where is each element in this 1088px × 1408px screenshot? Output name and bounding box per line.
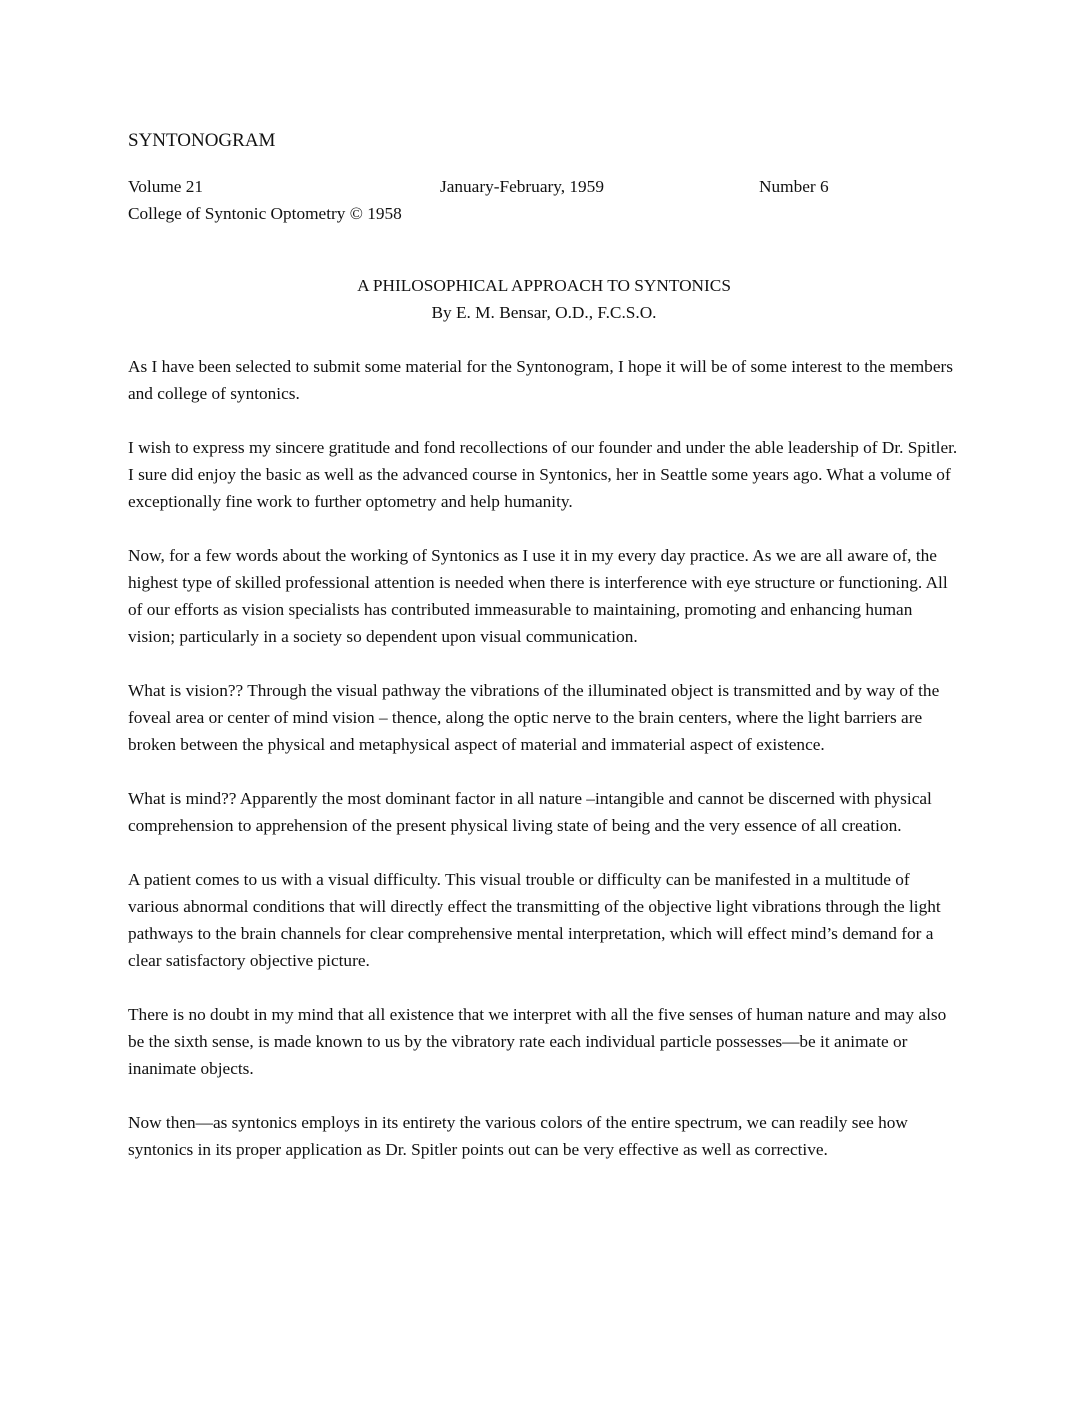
paragraph: There is no doubt in my mind that all existence that we interpret with all the five senses of human nature and may also be the sixth sense, is made known to us by the vibratory rate each individual particle possesses—be it animate or inanimate objects. — [128, 1005, 947, 1078]
paragraph: What is vision?? Through the visual pathway the vibrations of the illuminated object is transmitted and by way of the foveal area or center of mind vision – thence, along the optic nerve to the brain centers, where the light barriers are broken between the physical and metaphysical aspect of material and immaterial aspect of existence. — [128, 681, 940, 754]
paragraph: Now, for a few words about the working of Syntonics as I use it in my every day practice. As we are all aware of, the highest type of skilled professional attention is needed when there is interference with eye structure or functioning. All of our efforts as vision specialists has contributed immeasurable to maintaining, promoting and enhancing human vision; particularly in a society so dependent upon visual communication. — [128, 546, 948, 646]
paragraph: What is mind?? Apparently the most dominant factor in all nature –intangible and cannot be discerned with physical comprehension to apprehension of the present physical living state of being and the very essence of all creation. — [128, 789, 932, 835]
issue-number: Number 6 — [759, 177, 829, 196]
article-byline: By E. M. Bensar, O.D., F.C.S.O. — [431, 303, 657, 322]
copyright-line: College of Syntonic Optometry © 1958 — [128, 204, 402, 223]
volume-label: Volume 21 — [128, 177, 204, 196]
paragraph: A patient comes to us with a visual difficulty. This visual trouble or difficulty can be manifested in a multitude of various abnormal conditions that will directly effect the transmitting of the objective light vibrations through the light pathways to the brain channels for clear comprehensive mental interpretation, which will effect mind’s demand for a clear satisfactory objective picture. — [128, 870, 941, 970]
paragraph: As I have been selected to submit some material for the Syntonogram, I hope it will be of some interest to the members and college of syntonics. — [128, 357, 953, 403]
article-body — [128, 353, 960, 1190]
paragraph: Now then—as syntonics employs in its entirety the various colors of the entire spectrum, we can readily see how syntonics in its proper application as Dr. Spitler points out can be very effective as well as corrective. — [128, 1113, 908, 1159]
issue-meta-row — [128, 173, 848, 200]
article-title: A PHILOSOPHICAL APPROACH TO SYNTONICS — [357, 276, 731, 295]
article-heading — [0, 272, 1088, 326]
journal-title: SYNTONOGRAM — [128, 130, 276, 151]
issue-date: January-February, 1959 — [440, 177, 604, 196]
paragraph: I wish to express my sincere gratitude and fond recollections of our founder and under the able leadership of Dr. Spitler. I sure did enjoy the basic as well as the advanced course in Syntonics, her in Seattle some years ago. What a volume of exceptionally fine work to further optometry and help humanity. — [128, 438, 958, 511]
